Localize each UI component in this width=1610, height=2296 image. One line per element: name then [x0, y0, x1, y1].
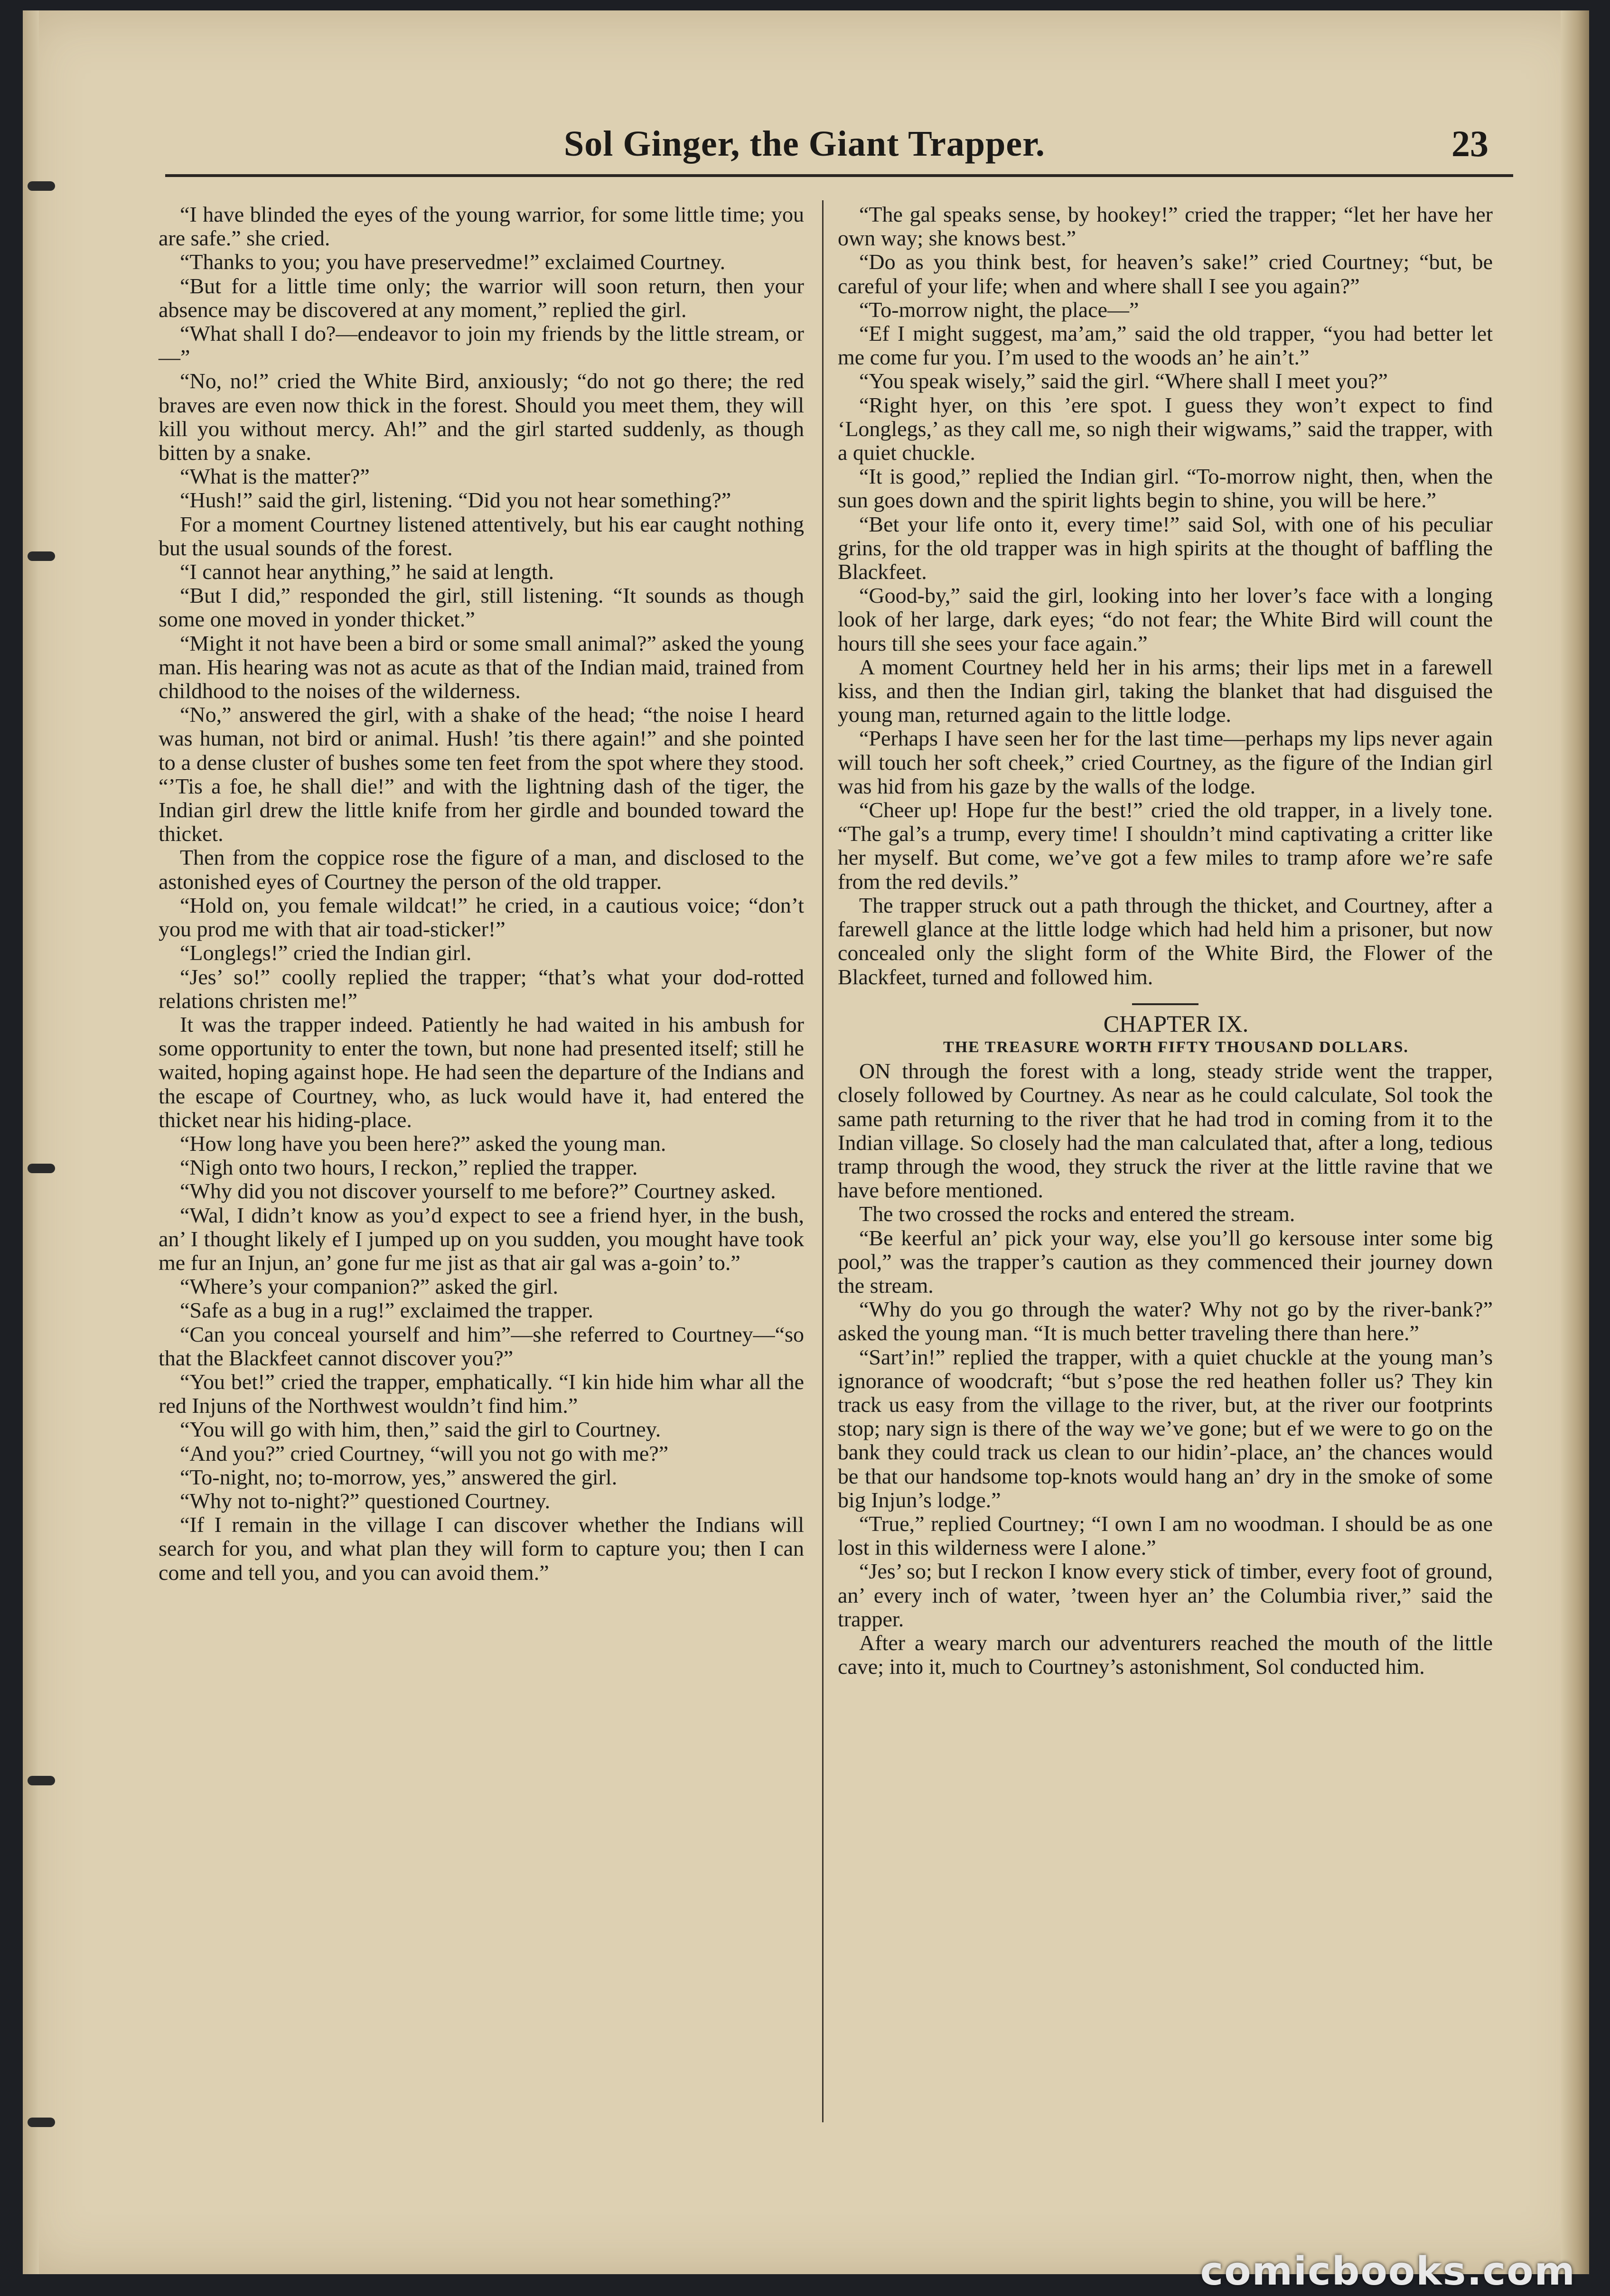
paragraph: “Thanks to you; you have preservedme!” exclaimed Courtney. — [180, 250, 726, 274]
paragraph: “Safe as a bug in a rug!” exclaimed the trapper. — [180, 1298, 594, 1323]
paragraph: “How long have you been here?” asked the young man. — [180, 1131, 666, 1156]
paragraph: “You bet!” cried the trapper, emphatically. “I kin hide him whar all the red Injuns of the Northwest wouldn’t find him.” — [159, 1369, 804, 1418]
paragraph: “Nigh onto two hours, I reckon,” replied the trapper. — [180, 1155, 638, 1180]
paragraph: “No, no!” cried the White Bird, anxiously; “do not go there; the red braves are even now thick in the forest. Should you meet them, they will kill you without mercy. Ah!” and the girl started suddenly, as though bitten by a snake. — [159, 369, 804, 465]
paragraph: “Why not to-night?” questioned Courtney. — [180, 1488, 551, 1513]
binding-staple — [28, 551, 55, 561]
paragraph: “Can you conceal yourself and him”—she referred to Courtney—“so that the Blackfeet cannot discover you?” — [159, 1322, 804, 1370]
paragraph: “Longlegs!” cried the Indian girl. — [180, 941, 472, 965]
magazine-page — [23, 10, 1589, 2274]
paragraph: “But I did,” responded the girl, still listening. “It sounds as though some one moved in yonder thicket.” — [159, 583, 804, 632]
page-spine — [23, 10, 39, 2274]
paragraph: “Right hyer, on this ’ere spot. I guess they won’t expect to find ‘Longlegs,’ as they call me, so nigh their wigwams,” said the trapper, with a quiet chuckle. — [838, 392, 1493, 465]
paragraph: “Bet your life onto it, every time!” said Sol, with one of his peculiar grins, for the old trapper was in high spirits at the thought of baffling the Blackfeet. — [838, 512, 1493, 584]
paragraph: “What is the matter?” — [180, 464, 370, 489]
binding-staple — [28, 2118, 55, 2127]
right-column-part-2 — [838, 1059, 1493, 1679]
paragraph: “True,” replied Courtney; “I own I am no woodman. I should be as one lost in this wilderness were I alone.” — [838, 1511, 1493, 1560]
paragraph: “To-morrow night, the place—” — [859, 297, 1139, 322]
paragraph: ON through the forest with a long, steady stride went the trapper, closely followed by Courtney. As near as he could calculate, Sol took the same path returning to the river that he had trod in coming from it to the Indian village. So closely had the man calculated that, after a long, tedious tramp through the wood, they struck the river at the little ravine that we have before mentioned. — [838, 1059, 1493, 1203]
paragraph: “Good-by,” said the girl, looking into her lover’s face with a longing look of her large, dark eyes; “do not fear; the White Bird will count the hours till she sees your face again.” — [838, 583, 1493, 655]
paragraph: “Ef I might suggest, ma’am,” said the old trapper, “you had better let me come fur you. I’m used to the woods an’ he ain’t.” — [838, 321, 1493, 370]
paragraph: “No,” answered the girl, with a shake of the head; “the noise I heard was human, not bird or animal. Hush! ’tis there again!” and she pointed to a dense cluster of bushes some ten feet from the spot where they stood. “’Tis a foe, he shall die!” and with the lightning dash of the tiger, the Indian girl drew the little knife from her girdle and bounded toward the thicket. — [159, 702, 804, 846]
paragraph: It was the trapper indeed. Patiently he had waited in his ambush for some opportunity to enter the town, but none had presented itself; still he waited, hoping against hope. He had seen the departure of the Indians and the escape of Courtney, who, as luck would have it, had entered the thicket near his hiding-place. — [159, 1012, 804, 1132]
paragraph: “To-night, no; to-morrow, yes,” answered the girl. — [180, 1465, 618, 1489]
binding-staple — [28, 1164, 55, 1173]
paragraph: “Why do you go through the water? Why not go by the river-bank?” asked the young man. “It is much better traveling there than here.” — [838, 1297, 1493, 1345]
header-rule — [165, 174, 1513, 177]
right-column — [838, 203, 1493, 1679]
paragraph: “Be keerful an’ pick your way, else you’ll go kersouse inter some big pool,” was the trapper’s caution as they commenced their journey down the stream. — [838, 1225, 1493, 1297]
paragraph: “Might it not have been a bird or some small animal?” asked the young man. His hearing was not as acute as that of the Indian maid, trained from childhood to the noises of the wilderness. — [159, 631, 804, 703]
binding-staple — [28, 181, 55, 191]
chapter-subtitle: THE TREASURE WORTH FIFTY THOUSAND DOLLARS. — [943, 1038, 1409, 1056]
paragraph: “I cannot hear anything,” he said at length. — [180, 560, 554, 584]
page-edge — [1561, 10, 1589, 2274]
paragraph: “What shall I do?—endeavor to join my friends by the little stream, or—” — [159, 321, 804, 370]
paragraph: “It is good,” replied the Indian girl. “To-morrow night, then, when the sun goes down and the spirit lights begin to shine, you will be here.” — [838, 464, 1493, 513]
paragraph: “I have blinded the eyes of the young warrior, for some little time; you are safe.” she cried. — [159, 202, 804, 251]
paragraph: “Jes’ so; but I reckon I know every stick of timber, every foot of ground, an’ every inch of water, ’tween hyer an’ the Columbia river,” said the trapper. — [838, 1559, 1493, 1631]
paragraph: “But for a little time only; the warrior will soon return, then your absence may be discovered at any moment,” replied the girl. — [159, 273, 804, 322]
paragraph: After a weary march our adventurers reached the mouth of the little cave; into it, much to Courtney’s astonishment, Sol conducted him. — [838, 1630, 1493, 1679]
paragraph: “Perhaps I have seen her for the last time—perhaps my lips never again will touch her soft cheek,” cried Courtney, as the figure of the Indian girl was hid from his gaze by the walls of the lodge. — [838, 726, 1493, 798]
column-divider — [822, 200, 824, 2122]
left-column — [159, 203, 804, 1585]
chapter-title: CHAPTER IX. — [1103, 1010, 1249, 1037]
paragraph: “The gal speaks sense, by hookey!” cried the trapper; “let her have her own way; she knows best.” — [838, 202, 1493, 251]
page-number: 23 — [1451, 123, 1488, 164]
chapter-rule — [1132, 1003, 1198, 1005]
paragraph: A moment Courtney held her in his arms; their lips met in a farewell kiss, and then the Indian girl, taking the blanket that had disguised the young man, returned again to the little lodge. — [838, 654, 1493, 727]
paragraph: “Hold on, you female wildcat!” he cried, in a cautious voice; “don’t you prod me with that air toad-sticker!” — [159, 893, 804, 942]
right-column-part-1 — [838, 203, 1493, 989]
paragraph: “Hush!” said the girl, listening. “Did you not hear something?” — [180, 488, 731, 513]
paragraph: “Why did you not discover yourself to me before?” Courtney asked. — [180, 1179, 776, 1204]
paragraph: “And you?” cried Courtney, “will you not go with me?” — [180, 1441, 669, 1465]
paragraph: “Cheer up! Hope fur the best!” cried the old trapper, in a lively tone. “The gal’s a trump, every time! I shouldn’t mind captivating a critter like her myself. But come, we’ve got a few miles to tramp afore we’re safe from the red devils.” — [838, 798, 1493, 894]
paragraph: The trapper struck out a path through the thicket, and Courtney, after a farewell glance at the little lodge which had held him a prisoner, but now concealed only the slight form of the White Bird, the Flower of the Blackfeet, turned and followed him. — [838, 893, 1493, 989]
paragraph: “You will go with him, then,” said the girl to Courtney. — [180, 1417, 661, 1442]
paragraph: Then from the coppice rose the figure of a man, and disclosed to the astonished eyes of Courtney the person of the old trapper. — [159, 845, 804, 894]
paragraph: “Where’s your companion?” asked the girl. — [180, 1274, 559, 1299]
paragraph: The two crossed the rocks and entered the stream. — [859, 1202, 1295, 1226]
running-title: Sol Ginger, the Giant Trapper. — [564, 124, 1045, 164]
watermark: comicbooks.com — [1200, 2249, 1576, 2294]
paragraph: “You speak wisely,” said the girl. “Where shall I meet you?” — [859, 369, 1388, 393]
paragraph: “Sart’in!” replied the trapper, with a quiet chuckle at the young man’s ignorance of woodcraft; “but s’pose the red heathen foller us? They kin track us easy from the village to the river, but, at the river our footprints stop; nary sign is there of the way we’ve gone; but ef we were to go on the bank they could track us clean to our hidin’-place, an’ the chances would be that our handsome top-knots would hang an’ dry in the smoke of some big Injun’s lodge.” — [838, 1344, 1493, 1512]
paragraph: “If I remain in the village I can discover whether the Indians will search for you, and what plan they will form to capture you; then I can come and tell you, and you can avoid them.” — [159, 1512, 804, 1585]
paragraph: “Wal, I didn’t know as you’d expect to see a friend hyer, in the bush, an’ I thought likely ef I jumped up on you sudden, you mought have took me fur an Injun, an’ gone fur me jist as that air gal was a-goin’ to.” — [159, 1203, 804, 1275]
binding-staple — [28, 1776, 55, 1785]
paragraph: “Jes’ so!” coolly replied the trapper; “that’s what your dod-rotted relations christen me!” — [159, 964, 804, 1013]
paragraph: “Do as you think best, for heaven’s sake!” cried Courtney; “but, be careful of your life; when and where shall I see you again?” — [838, 250, 1493, 298]
paragraph: For a moment Courtney listened attentively, but his ear caught nothing but the usual sounds of the forest. — [159, 512, 804, 560]
